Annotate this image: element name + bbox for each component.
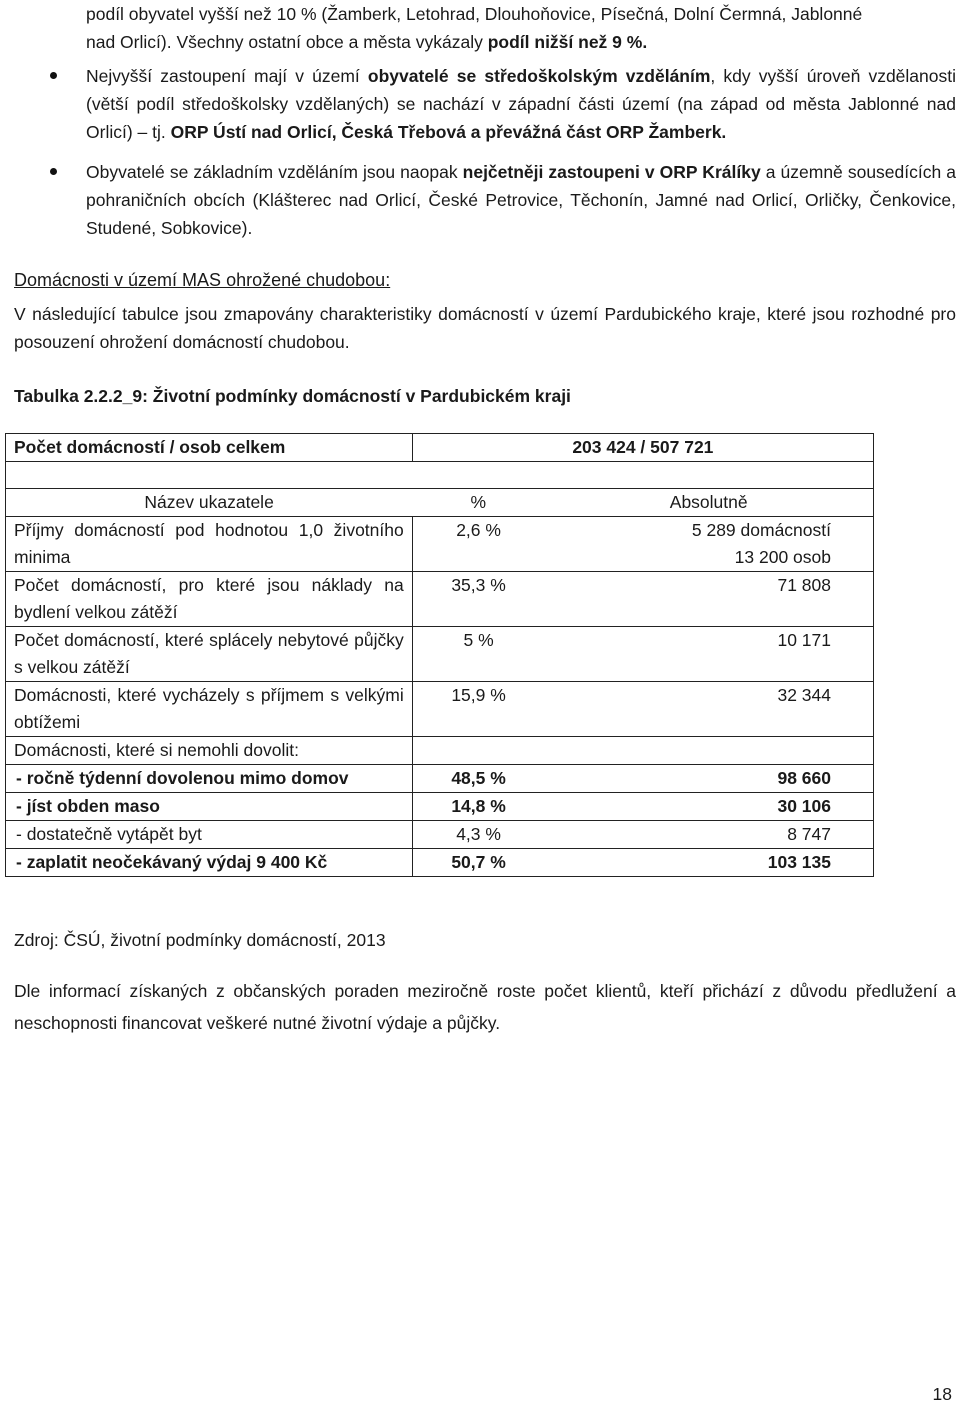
header-percent: % [470,492,487,512]
row-absolute-persons: 13 200 osob [734,547,831,567]
bullet-education-basic [86,158,956,242]
bullet2-text-b: nejčetněji zastoupeni v ORP Králíky [462,162,761,182]
row-label: - dostatečně vytápět byt [6,821,413,849]
table-total-row [6,434,874,462]
row-absolute: 8 747 [544,821,873,849]
table-row [6,821,874,849]
row-percent: 15,9 % [412,682,544,737]
total-value: 203 424 / 507 721 [412,434,873,462]
bullet1-text-c: , kdy vyšší úroveň vzdělanosti (větší podíl středoškolsky vzdělaných) se nachází v západní části území (na západ od města Jablonné nad Orlicí) – tj. [86,66,957,142]
total-label: Počet domácností / osob celkem [6,434,413,462]
bullet-education-secondary [86,62,956,146]
bullet-icon [50,72,60,82]
intro-paragraph [86,0,956,56]
row-percent: 35,3 % [412,572,544,627]
table-row [6,627,874,682]
table-row [6,849,874,877]
row-percent: 2,6 % [412,517,544,572]
bullet1-text-d: ORP Ústí nad Orlicí, Česká Třebová a převážná část ORP Žamberk. [170,122,727,142]
row-absolute: 98 660 [544,765,873,793]
page-number: 18 [932,1384,952,1404]
row-label: - jíst obden maso [6,793,413,821]
row-absolute: 32 344 [544,682,873,737]
bullet2-text-c: a územně sousedících a pohraničních obcích (Klášterec nad Orlicí, České Petrovice, Těchonín, Jamné nad Orlicí, Orličky, Čenkovice, Studené, Sobkovice). [86,162,957,238]
row-absolute: 103 135 [544,849,873,877]
row-label: Počet domácností, pro které jsou náklady na bydlení velkou zátěží [6,572,413,627]
table-row [6,737,874,765]
bullet1-text-a: Nejvyšší zastoupení mají v území [86,66,368,86]
table-header-row [6,489,874,517]
row-label: Počet domácností, které splácely nebytové půjčky s velkou zátěží [6,627,413,682]
section-text: V následující tabulce jsou zmapovány charakteristiky domácností v území Pardubického kraje, které jsou rozhodné pro posouzení ohrožení domácností chudobou. [14,304,956,352]
row-label: Příjmy domácností pod hodnotou 1,0 životního minima [6,517,413,572]
living-conditions-table [5,433,874,877]
intro-line-1: podíl obyvatel vyšší než 10 % (Žamberk, Letohrad, Dlouhoňovice, Písečná, Dolní Čermná, Jablonné [86,4,863,24]
row-label: - zaplatit neočekávaný výdaj 9 400 Kč [6,849,413,877]
row-absolute [544,517,873,572]
row-absolute: 71 808 [544,572,873,627]
table-row [6,765,874,793]
bullet-icon [50,168,60,178]
row-percent: 5 % [412,627,544,682]
intro-line-2b: podíl nižší než 9 %. [487,32,648,52]
row-label: Domácnosti, které vycházely s příjmem s velkými obtížemi [6,682,413,737]
header-absolute: Absolutně [669,492,748,512]
closing-paragraph: Dle informací získaných z občanských poraden meziročně roste počet klientů, kteří přichází z důvodu předlužení a neschopnosti financovat veškeré nutné životní výdaje a půjčky. [14,981,956,1033]
section-heading: Domácnosti v území MAS ohrožené chudobou: [14,270,391,290]
row-percent: 14,8 % [412,793,544,821]
row-absolute: 30 106 [544,793,873,821]
row-label: - ročně týdenní dovolenou mimo domov [6,765,413,793]
table-row [6,682,874,737]
table-source: Zdroj: ČSÚ, životní podmínky domácností, 2013 [14,930,386,950]
row-percent: 48,5 % [412,765,544,793]
bullet1-text-b: obyvatelé se středoškolským vzděláním [367,66,711,86]
table-row [6,572,874,627]
row-absolute: 10 171 [544,627,873,682]
header-indicator: Název ukazatele [144,492,274,512]
table-row [6,793,874,821]
row-percent: 50,7 % [412,849,544,877]
intro-line-2a: nad Orlicí). Všechny ostatní obce a města vykázaly [86,32,488,52]
table-row [6,517,874,572]
bullet2-text-a: Obyvatelé se základním vzděláním jsou naopak [86,162,463,182]
row-absolute-households: 5 289 domácností [691,520,831,540]
table-caption: Tabulka 2.2.2_9: Životní podmínky domácností v Pardubickém kraji [14,386,571,406]
table-spacer-row [6,462,874,489]
row-label: Domácnosti, které si nemohli dovolit: [6,737,413,765]
row-percent: 4,3 % [412,821,544,849]
